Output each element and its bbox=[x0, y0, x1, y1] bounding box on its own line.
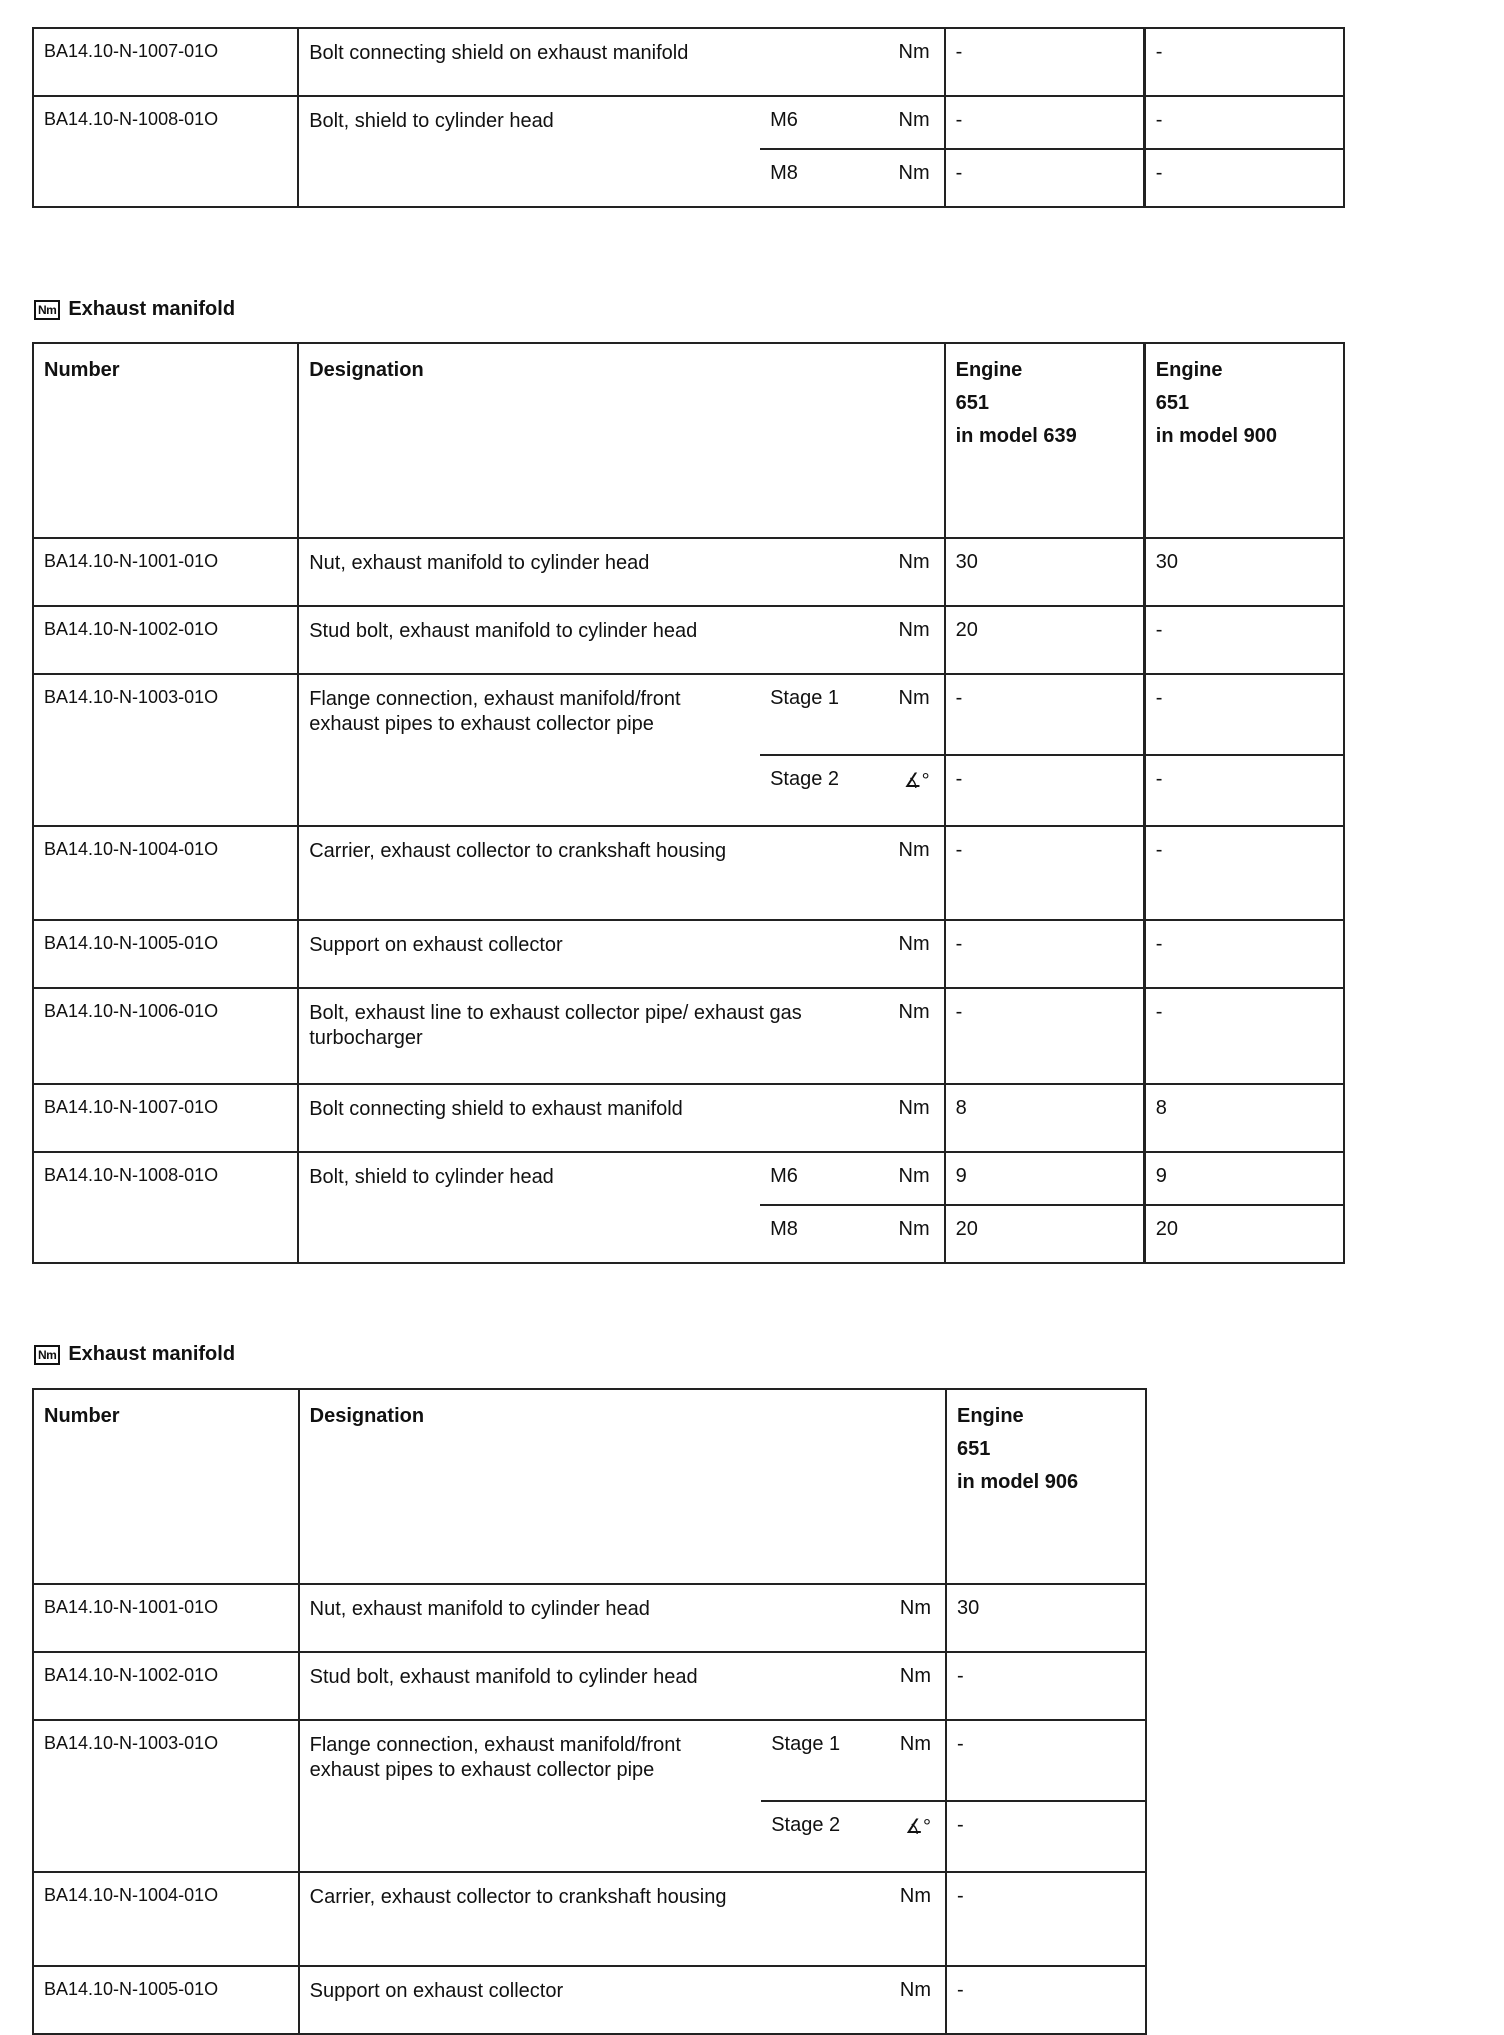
row-value-1: - bbox=[946, 1801, 1146, 1872]
row-value-1: - bbox=[946, 1652, 1146, 1720]
header-line: Engine bbox=[1155, 359, 1223, 381]
row-designation: Bolt, shield to cylinder head bbox=[298, 1152, 760, 1263]
row-unit: Nm bbox=[862, 1720, 946, 1801]
row-value-1: 30 bbox=[946, 1584, 1146, 1652]
row-designation: Support on exhaust collector bbox=[298, 920, 861, 988]
header-engine-900 bbox=[1144, 343, 1344, 538]
header-line: 651 bbox=[957, 1438, 991, 1460]
torque-table bbox=[32, 342, 1345, 1264]
header-line: in model 900 bbox=[1155, 425, 1277, 447]
row-designation: Bolt, exhaust line to exhaust collector pipe/ exhaust gas turbocharger bbox=[298, 988, 861, 1084]
row-number: BA14.10-N-1008-01O bbox=[33, 96, 298, 207]
row-designation: Bolt connecting shield on exhaust manifold bbox=[298, 28, 861, 96]
row-unit: Nm bbox=[861, 1205, 945, 1263]
section-title: Exhaust manifold bbox=[68, 1343, 236, 1365]
row-value-2: 9 bbox=[1144, 1152, 1344, 1205]
row-unit: Nm bbox=[862, 1966, 946, 2034]
row-value-2: 8 bbox=[1144, 1084, 1344, 1152]
table-row bbox=[33, 96, 1344, 149]
table-row bbox=[33, 606, 1344, 674]
angle-unit: ∡° bbox=[861, 755, 945, 826]
row-designation: Support on exhaust collector bbox=[299, 1966, 863, 2034]
table-row bbox=[33, 674, 1344, 755]
row-number: BA14.10-N-1005-01O bbox=[33, 920, 298, 988]
table-exhaust-manifold-906 bbox=[32, 1388, 1147, 2035]
row-unit: Nm bbox=[861, 1152, 945, 1205]
torque-nm-icon: Nm bbox=[34, 1345, 60, 1365]
table-row bbox=[33, 1584, 1146, 1652]
angle-unit: ∡° bbox=[862, 1801, 946, 1872]
row-designation: Bolt, shield to cylinder head bbox=[298, 96, 760, 207]
row-value-1: - bbox=[946, 1720, 1146, 1801]
row-value-1: - bbox=[945, 920, 1145, 988]
row-unit: Nm bbox=[861, 28, 945, 96]
row-unit: Nm bbox=[861, 149, 945, 207]
table-row bbox=[33, 538, 1344, 606]
table-row bbox=[33, 1720, 1146, 1801]
table-continued bbox=[32, 27, 1345, 208]
table-row bbox=[33, 28, 1344, 96]
header-line: 651 bbox=[955, 392, 989, 414]
row-number: BA14.10-N-1004-01O bbox=[33, 826, 298, 920]
row-number: BA14.10-N-1008-01O bbox=[33, 1152, 298, 1263]
row-sub-label: M8 bbox=[760, 1205, 861, 1263]
row-unit: Nm bbox=[861, 538, 945, 606]
table-row bbox=[33, 1872, 1146, 1966]
row-sub-label: Stage 2 bbox=[761, 1801, 862, 1872]
row-number: BA14.10-N-1007-01O bbox=[33, 28, 298, 96]
section-title: Exhaust manifold bbox=[68, 298, 236, 320]
header-engine-639 bbox=[945, 343, 1145, 538]
row-value-2: - bbox=[1144, 988, 1344, 1084]
header-number: Number bbox=[33, 1389, 299, 1584]
row-number: BA14.10-N-1004-01O bbox=[33, 1872, 299, 1966]
table-row bbox=[33, 826, 1344, 920]
row-value-1: - bbox=[945, 28, 1145, 96]
row-value-1: - bbox=[945, 149, 1145, 207]
row-value-1: 20 bbox=[945, 606, 1145, 674]
row-number: BA14.10-N-1001-01O bbox=[33, 1584, 299, 1652]
row-value-1: - bbox=[945, 755, 1145, 826]
row-number: BA14.10-N-1003-01O bbox=[33, 1720, 299, 1872]
header-designation: Designation bbox=[298, 343, 944, 538]
row-sub-label: M6 bbox=[760, 96, 861, 149]
header-line: Engine bbox=[957, 1405, 1024, 1427]
table-row bbox=[33, 1652, 1146, 1720]
table-row bbox=[33, 1152, 1344, 1205]
row-value-1: - bbox=[945, 96, 1145, 149]
row-sub-label: M6 bbox=[760, 1152, 861, 1205]
row-designation: Bolt connecting shield to exhaust manifold bbox=[298, 1084, 861, 1152]
row-designation: Nut, exhaust manifold to cylinder head bbox=[298, 538, 861, 606]
row-value-1: 20 bbox=[945, 1205, 1145, 1263]
row-number: BA14.10-N-1001-01O bbox=[33, 538, 298, 606]
row-designation: Stud bolt, exhaust manifold to cylinder head bbox=[298, 606, 861, 674]
row-value-2: - bbox=[1144, 755, 1344, 826]
header-line: Engine bbox=[955, 359, 1023, 381]
row-number: BA14.10-N-1003-01O bbox=[33, 674, 298, 826]
row-value-2: - bbox=[1144, 149, 1344, 207]
row-unit: Nm bbox=[861, 606, 945, 674]
row-number: BA14.10-N-1007-01O bbox=[33, 1084, 298, 1152]
torque-nm-icon: Nm bbox=[34, 300, 60, 320]
table-row bbox=[33, 1084, 1344, 1152]
row-number: BA14.10-N-1006-01O bbox=[33, 988, 298, 1084]
row-designation: Carrier, exhaust collector to crankshaft housing bbox=[298, 826, 861, 920]
row-sub-label: Stage 1 bbox=[761, 1720, 862, 1801]
row-designation: Flange connection, exhaust manifold/front exhaust pipes to exhaust collector pipe bbox=[299, 1720, 762, 1872]
row-value-2: - bbox=[1144, 96, 1344, 149]
row-designation: Stud bolt, exhaust manifold to cylinder head bbox=[299, 1652, 863, 1720]
row-value-2: - bbox=[1144, 606, 1344, 674]
row-designation: Carrier, exhaust collector to crankshaft housing bbox=[299, 1872, 863, 1966]
row-unit: Nm bbox=[861, 988, 945, 1084]
row-value-2: 20 bbox=[1144, 1205, 1344, 1263]
header-engine-906 bbox=[946, 1389, 1146, 1584]
row-number: BA14.10-N-1002-01O bbox=[33, 606, 298, 674]
row-unit: Nm bbox=[862, 1872, 946, 1966]
table-exhaust-manifold-639-900 bbox=[32, 342, 1345, 1264]
row-designation: Nut, exhaust manifold to cylinder head bbox=[299, 1584, 863, 1652]
header-number: Number bbox=[33, 343, 298, 538]
row-designation: Flange connection, exhaust manifold/front exhaust pipes to exhaust collector pipe bbox=[298, 674, 760, 826]
row-number: BA14.10-N-1005-01O bbox=[33, 1966, 299, 2034]
header-line: in model 906 bbox=[957, 1471, 1079, 1493]
row-sub-label: Stage 1 bbox=[760, 674, 861, 755]
row-unit: Nm bbox=[861, 674, 945, 755]
row-unit: Nm bbox=[862, 1584, 946, 1652]
row-value-1: 30 bbox=[945, 538, 1145, 606]
table-row bbox=[33, 920, 1344, 988]
torque-table-continued bbox=[32, 27, 1345, 208]
table-row bbox=[33, 1966, 1146, 2034]
row-value-1: 8 bbox=[945, 1084, 1145, 1152]
header-designation: Designation bbox=[299, 1389, 946, 1584]
section-heading bbox=[34, 298, 235, 321]
header-line: 651 bbox=[1155, 392, 1190, 414]
header-row bbox=[33, 343, 1344, 538]
row-value-1: 9 bbox=[945, 1152, 1145, 1205]
row-value-1: - bbox=[946, 1966, 1146, 2034]
row-value-2: - bbox=[1144, 28, 1344, 96]
row-unit: Nm bbox=[861, 920, 945, 988]
row-value-1: - bbox=[945, 826, 1145, 920]
torque-table bbox=[32, 1388, 1147, 2035]
header-row bbox=[33, 1389, 1146, 1584]
row-value-1: - bbox=[945, 674, 1145, 755]
section-heading bbox=[34, 1343, 235, 1366]
table-row bbox=[33, 988, 1344, 1084]
row-unit: Nm bbox=[861, 826, 945, 920]
row-value-2: 30 bbox=[1144, 538, 1344, 606]
row-unit: Nm bbox=[862, 1652, 946, 1720]
row-value-1: - bbox=[945, 988, 1145, 1084]
row-value-2: - bbox=[1144, 920, 1344, 988]
row-value-2: - bbox=[1144, 674, 1344, 755]
row-unit: Nm bbox=[861, 1084, 945, 1152]
row-sub-label: Stage 2 bbox=[760, 755, 861, 826]
row-number: BA14.10-N-1002-01O bbox=[33, 1652, 299, 1720]
row-value-2: - bbox=[1144, 826, 1344, 920]
row-unit: Nm bbox=[861, 96, 945, 149]
header-line: in model 639 bbox=[955, 425, 1077, 447]
row-sub-label: M8 bbox=[760, 149, 861, 207]
row-value-1: - bbox=[946, 1872, 1146, 1966]
